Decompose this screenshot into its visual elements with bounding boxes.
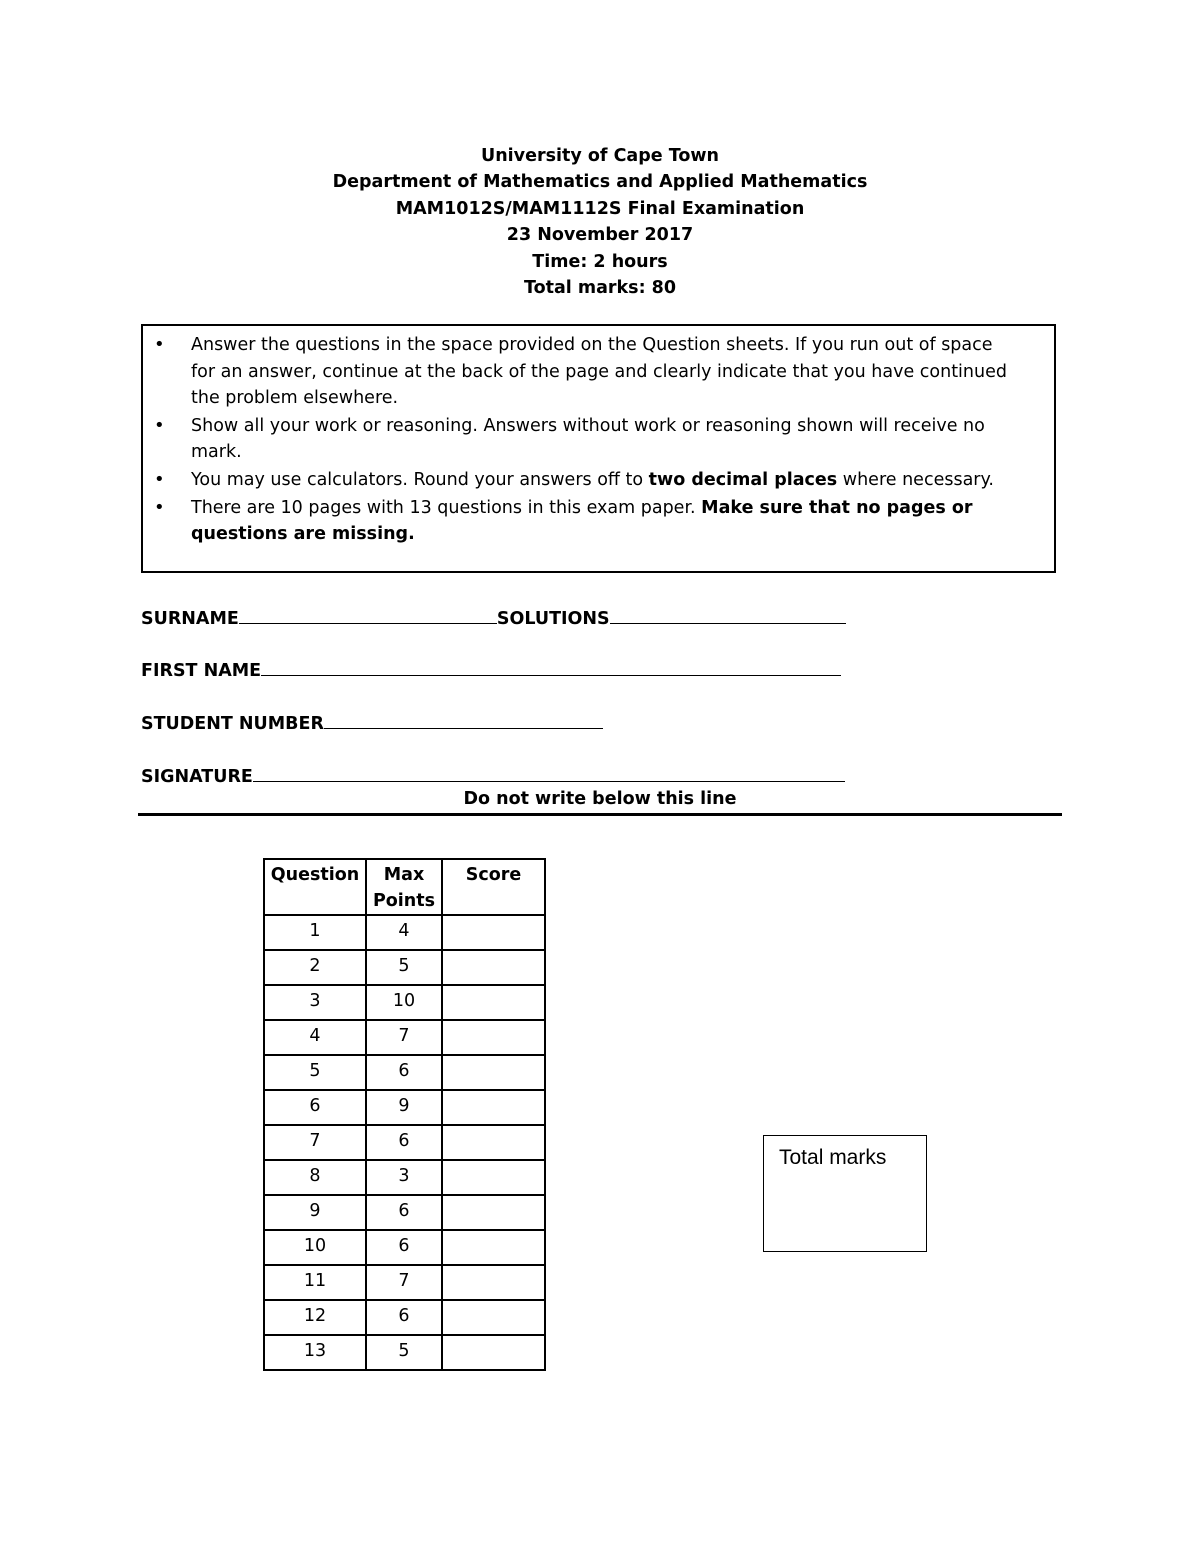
signature-field[interactable]: [141, 763, 845, 788]
table-row: 11 7: [264, 1265, 545, 1300]
table-row: 13 5: [264, 1335, 545, 1370]
instructions-box: [141, 324, 1056, 573]
table-row: 8 3: [264, 1160, 545, 1195]
student-number-label: STUDENT NUMBER: [141, 714, 324, 734]
signature-label: SIGNATURE: [141, 767, 253, 787]
first-name-label: FIRST NAME: [141, 661, 262, 681]
exam-time: Time: 2 hours: [532, 251, 668, 272]
table-row: 4 7: [264, 1020, 545, 1055]
table-row: 12 6: [264, 1300, 545, 1335]
header-question: Question: [264, 859, 366, 915]
instruction-item: • Show all your work or reasoning. Answers without work or reasoning shown will receive no mark.: [154, 414, 985, 463]
surname-line: [239, 605, 497, 624]
exam-date: 23 November 2017: [506, 225, 694, 246]
instructions-list: [154, 332, 1011, 549]
header-max-points: Max Points: [366, 859, 442, 915]
score-cell[interactable]: [442, 950, 545, 985]
score-cell[interactable]: [442, 1055, 545, 1090]
score-cell[interactable]: [442, 1265, 545, 1300]
table-row: 2 5: [264, 950, 545, 985]
student-number-line: [324, 710, 603, 729]
score-cell[interactable]: [442, 1020, 545, 1055]
table-row: 9 6: [264, 1195, 545, 1230]
bullet-icon: •: [154, 496, 165, 518]
header-score: Score: [442, 859, 545, 915]
surname-field[interactable]: [141, 605, 846, 630]
bullet-icon: •: [154, 414, 165, 436]
bullet-icon: •: [154, 468, 165, 490]
score-cell[interactable]: [442, 1195, 545, 1230]
table-row: 10 6: [264, 1230, 545, 1265]
first-name-line: [261, 657, 841, 676]
first-name-field[interactable]: [141, 657, 841, 682]
table-row: 5 6: [264, 1055, 545, 1090]
score-cell[interactable]: [442, 1160, 545, 1195]
total-marks-label: Total marks: [779, 1146, 887, 1169]
score-table: [263, 858, 546, 1371]
instruction-item: • There are 10 pages with 13 questions in this exam paper. Make sure that no pages or questions are missing.: [154, 496, 973, 545]
surname-label: SURNAME: [141, 609, 239, 629]
exam-header: [0, 143, 1200, 301]
score-cell[interactable]: [442, 1300, 545, 1335]
score-cell[interactable]: [442, 1335, 545, 1370]
score-cell[interactable]: [442, 985, 545, 1020]
table-header-row: [264, 859, 545, 915]
exam-total-marks: Total marks: 80: [523, 278, 677, 299]
university-name: University of Cape Town: [481, 146, 719, 166]
instruction-item: • Answer the questions in the space provided on the Question sheets. If you run out of space for an answer, continue at the back of the page and clearly indicate that you have continued the problem elsewhere.: [154, 334, 1007, 409]
score-cell[interactable]: [442, 1125, 545, 1160]
score-cell[interactable]: [442, 1090, 545, 1125]
department-name: Department of Mathematics and Applied Mathematics: [332, 172, 868, 193]
score-cell[interactable]: [442, 1230, 545, 1265]
do-not-write-notice: Do not write below this line: [463, 789, 737, 809]
surname-line: [610, 605, 846, 624]
signature-line: [253, 763, 845, 782]
student-number-field[interactable]: [141, 710, 603, 735]
table-row: 1 4: [264, 915, 545, 950]
surname-value: SOLUTIONS: [496, 609, 610, 629]
instruction-item: • You may use calculators. Round your answers off to two decimal places where necessary.: [191, 467, 1011, 494]
score-cell[interactable]: [442, 915, 545, 950]
course-title: MAM1012S/MAM1112S Final Examination: [395, 198, 805, 219]
bullet-icon: •: [154, 334, 165, 355]
table-row: 3 10: [264, 985, 545, 1020]
table-row: 7 6: [264, 1125, 545, 1160]
table-row: 6 9: [264, 1090, 545, 1125]
divider-line: [138, 813, 1062, 816]
total-marks-box[interactable]: [763, 1135, 927, 1252]
